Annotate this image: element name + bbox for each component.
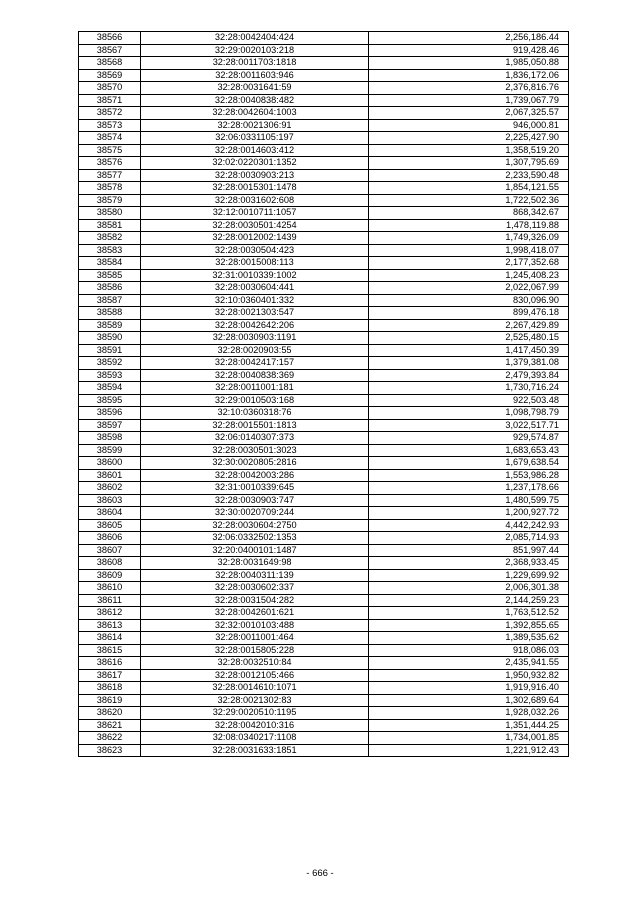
table-row <box>79 582 569 595</box>
cadastral-number-cell: 32:28:0014603:412 <box>141 144 369 157</box>
row-number-cell: 38581 <box>79 219 141 232</box>
cadastral-value-cell: 899,476.18 <box>369 307 569 320</box>
cadastral-number-cell: 32:28:0031649:98 <box>141 557 369 570</box>
cadastral-value-cell: 851,997.44 <box>369 544 569 557</box>
row-number-cell: 38569 <box>79 69 141 82</box>
table-row <box>79 444 569 457</box>
cadastral-value-cell: 2,144,259.23 <box>369 594 569 607</box>
cadastral-value-cell: 919,428.46 <box>369 44 569 57</box>
cadastral-number-cell: 32:28:0031641:59 <box>141 82 369 95</box>
table-row <box>79 232 569 245</box>
table-row <box>79 369 569 382</box>
row-number-cell: 38577 <box>79 169 141 182</box>
row-number-cell: 38585 <box>79 269 141 282</box>
cadastral-number-cell: 32:28:0031504:282 <box>141 594 369 607</box>
cadastral-value-cell: 2,067,325.57 <box>369 107 569 120</box>
cadastral-number-cell: 32:28:0030504:423 <box>141 244 369 257</box>
row-number-cell: 38604 <box>79 507 141 520</box>
table-row <box>79 482 569 495</box>
cadastral-value-cell: 2,233,590.48 <box>369 169 569 182</box>
row-number-cell: 38596 <box>79 407 141 420</box>
cadastral-value-cell: 1,739,067.79 <box>369 94 569 107</box>
cadastral-number-cell: 32:28:0030501:4254 <box>141 219 369 232</box>
row-number-cell: 38573 <box>79 119 141 132</box>
cadastral-value-cell: 868,342.67 <box>369 207 569 220</box>
table-row <box>79 269 569 282</box>
cadastral-number-cell: 32:28:0011703:1818 <box>141 57 369 70</box>
cadastral-number-cell: 32:28:0021302:83 <box>141 694 369 707</box>
cadastral-value-cell: 1,200,927.72 <box>369 507 569 520</box>
cadastral-number-cell: 32:31:0010339:1002 <box>141 269 369 282</box>
cadastral-number-cell: 32:28:0012105:466 <box>141 669 369 682</box>
table-row <box>79 282 569 295</box>
cadastral-value-cell: 1,734,001.85 <box>369 732 569 745</box>
cadastral-number-cell: 32:06:0331105:197 <box>141 132 369 145</box>
cadastral-value-cell: 2,006,301.38 <box>369 582 569 595</box>
cadastral-value-cell: 1,098,798.79 <box>369 407 569 420</box>
cadastral-value-table <box>78 31 569 757</box>
cadastral-number-cell: 32:28:0031633:1851 <box>141 744 369 757</box>
cadastral-number-cell: 32:28:0031602:608 <box>141 194 369 207</box>
cadastral-value-cell: 1,245,408.23 <box>369 269 569 282</box>
cadastral-value-cell: 1,307,795.69 <box>369 157 569 170</box>
cadastral-number-cell: 32:28:0042404:424 <box>141 32 369 45</box>
row-number-cell: 38597 <box>79 419 141 432</box>
cadastral-value-cell: 1,358,519.20 <box>369 144 569 157</box>
cadastral-value-cell: 2,177,352.68 <box>369 257 569 270</box>
table-row <box>79 669 569 682</box>
table-row <box>79 194 569 207</box>
row-number-cell: 38620 <box>79 707 141 720</box>
cadastral-number-cell: 32:30:0020805:2816 <box>141 457 369 470</box>
cadastral-value-cell: 1,928,032.26 <box>369 707 569 720</box>
cadastral-value-cell: 1,730,716.24 <box>369 382 569 395</box>
cadastral-number-cell: 32:28:0021306:91 <box>141 119 369 132</box>
cadastral-number-cell: 32:02:0220301:1352 <box>141 157 369 170</box>
cadastral-number-cell: 32:28:0042003:286 <box>141 469 369 482</box>
cadastral-number-cell: 32:32:0010103:488 <box>141 619 369 632</box>
cadastral-number-cell: 32:28:0040838:369 <box>141 369 369 382</box>
table-row <box>79 744 569 757</box>
table-row <box>79 644 569 657</box>
cadastral-value-cell: 1,302,689.64 <box>369 694 569 707</box>
table-row <box>79 294 569 307</box>
cadastral-value-cell: 1,919,916.40 <box>369 682 569 695</box>
table-row <box>79 32 569 45</box>
cadastral-number-cell: 32:28:0015301:1478 <box>141 182 369 195</box>
cadastral-number-cell: 32:30:0020709:244 <box>141 507 369 520</box>
table-row <box>79 57 569 70</box>
cadastral-number-cell: 32:29:0020103:218 <box>141 44 369 57</box>
cadastral-value-cell: 830,096.90 <box>369 294 569 307</box>
cadastral-value-cell: 1,553,986.28 <box>369 469 569 482</box>
row-number-cell: 38611 <box>79 594 141 607</box>
table-row <box>79 307 569 320</box>
cadastral-value-cell: 1,683,653.43 <box>369 444 569 457</box>
cadastral-number-cell: 32:20:0400101:1487 <box>141 544 369 557</box>
row-number-cell: 38617 <box>79 669 141 682</box>
cadastral-number-cell: 32:28:0030602:337 <box>141 582 369 595</box>
row-number-cell: 38582 <box>79 232 141 245</box>
cadastral-value-cell: 1,679,638.54 <box>369 457 569 470</box>
cadastral-number-cell: 32:28:0015501:1813 <box>141 419 369 432</box>
table-row <box>79 157 569 170</box>
cadastral-number-cell: 32:28:0015805:228 <box>141 644 369 657</box>
row-number-cell: 38576 <box>79 157 141 170</box>
cadastral-value-cell: 1,417,450.39 <box>369 344 569 357</box>
table-row <box>79 732 569 745</box>
table-row <box>79 44 569 57</box>
cadastral-value-cell: 1,722,502.36 <box>369 194 569 207</box>
row-number-cell: 38584 <box>79 257 141 270</box>
cadastral-number-cell: 32:28:0030604:2750 <box>141 519 369 532</box>
cadastral-number-cell: 32:28:0030903:747 <box>141 494 369 507</box>
row-number-cell: 38612 <box>79 607 141 620</box>
cadastral-number-cell: 32:28:0040838:482 <box>141 94 369 107</box>
row-number-cell: 38618 <box>79 682 141 695</box>
cadastral-value-cell: 2,267,429.89 <box>369 319 569 332</box>
table-row <box>79 332 569 345</box>
cadastral-number-cell: 32:06:0140307:373 <box>141 432 369 445</box>
cadastral-value-cell: 2,225,427.90 <box>369 132 569 145</box>
table-row <box>79 507 569 520</box>
cadastral-number-cell: 32:10:0360401:332 <box>141 294 369 307</box>
table-row <box>79 607 569 620</box>
table-row <box>79 244 569 257</box>
table-row <box>79 82 569 95</box>
row-number-cell: 38619 <box>79 694 141 707</box>
row-number-cell: 38586 <box>79 282 141 295</box>
cadastral-value-cell: 1,985,050.88 <box>369 57 569 70</box>
table-row <box>79 519 569 532</box>
cadastral-number-cell: 32:29:0010503:168 <box>141 394 369 407</box>
cadastral-value-cell: 2,368,933.45 <box>369 557 569 570</box>
row-number-cell: 38578 <box>79 182 141 195</box>
table-row <box>79 207 569 220</box>
table-row <box>79 532 569 545</box>
row-number-cell: 38601 <box>79 469 141 482</box>
cadastral-value-cell: 1,854,121.55 <box>369 182 569 195</box>
row-number-cell: 38609 <box>79 569 141 582</box>
row-number-cell: 38621 <box>79 719 141 732</box>
cadastral-number-cell: 32:28:0030903:213 <box>141 169 369 182</box>
row-number-cell: 38599 <box>79 444 141 457</box>
cadastral-number-cell: 32:28:0011603:946 <box>141 69 369 82</box>
row-number-cell: 38591 <box>79 344 141 357</box>
table-row <box>79 257 569 270</box>
table-row <box>79 657 569 670</box>
row-number-cell: 38603 <box>79 494 141 507</box>
table-row <box>79 69 569 82</box>
row-number-cell: 38570 <box>79 82 141 95</box>
cadastral-value-cell: 918,086.03 <box>369 644 569 657</box>
cadastral-value-cell: 922,503.48 <box>369 394 569 407</box>
table-row <box>79 182 569 195</box>
row-number-cell: 38567 <box>79 44 141 57</box>
table-row <box>79 219 569 232</box>
cadastral-value-cell: 1,351,444.25 <box>369 719 569 732</box>
cadastral-value-cell: 1,950,932.82 <box>369 669 569 682</box>
cadastral-value-cell: 2,376,816.76 <box>369 82 569 95</box>
table-row <box>79 169 569 182</box>
table-row <box>79 569 569 582</box>
row-number-cell: 38590 <box>79 332 141 345</box>
cadastral-number-cell: 32:28:0032510:84 <box>141 657 369 670</box>
table-row <box>79 344 569 357</box>
cadastral-value-cell: 1,221,912.43 <box>369 744 569 757</box>
row-number-cell: 38613 <box>79 619 141 632</box>
table-row <box>79 119 569 132</box>
row-number-cell: 38568 <box>79 57 141 70</box>
table-row <box>79 394 569 407</box>
cadastral-value-cell: 1,836,172.06 <box>369 69 569 82</box>
row-number-cell: 38602 <box>79 482 141 495</box>
row-number-cell: 38610 <box>79 582 141 595</box>
table-row <box>79 132 569 145</box>
table-row <box>79 557 569 570</box>
row-number-cell: 38608 <box>79 557 141 570</box>
cadastral-number-cell: 32:12:0010711:1057 <box>141 207 369 220</box>
cadastral-number-cell: 32:28:0042642:206 <box>141 319 369 332</box>
table-row <box>79 94 569 107</box>
row-number-cell: 38575 <box>79 144 141 157</box>
cadastral-value-cell: 1,229,699.92 <box>369 569 569 582</box>
row-number-cell: 38580 <box>79 207 141 220</box>
row-number-cell: 38566 <box>79 32 141 45</box>
cadastral-number-cell: 32:28:0011001:181 <box>141 382 369 395</box>
table-row <box>79 107 569 120</box>
row-number-cell: 38616 <box>79 657 141 670</box>
row-number-cell: 38583 <box>79 244 141 257</box>
table-row <box>79 707 569 720</box>
table-row <box>79 544 569 557</box>
cadastral-number-cell: 32:28:0030604:441 <box>141 282 369 295</box>
cadastral-value-cell: 1,237,178.66 <box>369 482 569 495</box>
cadastral-value-cell: 1,480,599.75 <box>369 494 569 507</box>
cadastral-value-cell: 1,763,512.52 <box>369 607 569 620</box>
cadastral-value-cell: 2,525,480.15 <box>369 332 569 345</box>
row-number-cell: 38622 <box>79 732 141 745</box>
table-row <box>79 357 569 370</box>
table-row <box>79 632 569 645</box>
row-number-cell: 38593 <box>79 369 141 382</box>
table-row <box>79 694 569 707</box>
cadastral-number-cell: 32:28:0040311:139 <box>141 569 369 582</box>
row-number-cell: 38606 <box>79 532 141 545</box>
row-number-cell: 38595 <box>79 394 141 407</box>
cadastral-value-cell: 3,022,517.71 <box>369 419 569 432</box>
cadastral-value-cell: 4,442,242.93 <box>369 519 569 532</box>
cadastral-number-cell: 32:29:0020510:1195 <box>141 707 369 720</box>
row-number-cell: 38589 <box>79 319 141 332</box>
table-row <box>79 319 569 332</box>
cadastral-number-cell: 32:28:0021303:547 <box>141 307 369 320</box>
cadastral-number-cell: 32:31:0010339:645 <box>141 482 369 495</box>
cadastral-value-cell: 929,574.87 <box>369 432 569 445</box>
row-number-cell: 38579 <box>79 194 141 207</box>
table-row <box>79 619 569 632</box>
row-number-cell: 38607 <box>79 544 141 557</box>
table-row <box>79 407 569 420</box>
cadastral-number-cell: 32:28:0042601:621 <box>141 607 369 620</box>
cadastral-value-cell: 1,389,535.62 <box>369 632 569 645</box>
row-number-cell: 38623 <box>79 744 141 757</box>
table-row <box>79 382 569 395</box>
table-row <box>79 682 569 695</box>
row-number-cell: 38572 <box>79 107 141 120</box>
cadastral-number-cell: 32:28:0012002:1439 <box>141 232 369 245</box>
cadastral-value-cell: 2,256,186.44 <box>369 32 569 45</box>
table-row <box>79 469 569 482</box>
cadastral-number-cell: 32:28:0011001:464 <box>141 632 369 645</box>
cadastral-number-cell: 32:28:0030501:3023 <box>141 444 369 457</box>
row-number-cell: 38614 <box>79 632 141 645</box>
cadastral-number-cell: 32:28:0042604:1003 <box>141 107 369 120</box>
cadastral-value-cell: 1,379,381.08 <box>369 357 569 370</box>
row-number-cell: 38587 <box>79 294 141 307</box>
table-row <box>79 144 569 157</box>
table-row <box>79 594 569 607</box>
cadastral-value-cell: 2,022,067.99 <box>369 282 569 295</box>
cadastral-value-cell: 946,000.81 <box>369 119 569 132</box>
cadastral-number-cell: 32:08:0340217:1108 <box>141 732 369 745</box>
cadastral-number-cell: 32:28:0020903:55 <box>141 344 369 357</box>
cadastral-number-cell: 32:28:0015008:113 <box>141 257 369 270</box>
cadastral-value-cell: 2,085,714.93 <box>369 532 569 545</box>
table-row <box>79 494 569 507</box>
cadastral-value-cell: 1,998,418.07 <box>369 244 569 257</box>
table-row <box>79 419 569 432</box>
cadastral-number-cell: 32:06:0332502:1353 <box>141 532 369 545</box>
cadastral-number-cell: 32:28:0042417:157 <box>141 357 369 370</box>
row-number-cell: 38592 <box>79 357 141 370</box>
table-row <box>79 719 569 732</box>
page-number: - 666 - <box>306 868 334 879</box>
table-row <box>79 432 569 445</box>
row-number-cell: 38594 <box>79 382 141 395</box>
cadastral-number-cell: 32:28:0030903:1191 <box>141 332 369 345</box>
cadastral-number-cell: 32:28:0042010:316 <box>141 719 369 732</box>
row-number-cell: 38600 <box>79 457 141 470</box>
cadastral-value-cell: 1,478,119.88 <box>369 219 569 232</box>
cadastral-value-cell: 2,435,941.55 <box>369 657 569 670</box>
row-number-cell: 38598 <box>79 432 141 445</box>
table-body <box>79 32 569 757</box>
row-number-cell: 38571 <box>79 94 141 107</box>
row-number-cell: 38574 <box>79 132 141 145</box>
row-number-cell: 38615 <box>79 644 141 657</box>
cadastral-value-cell: 1,392,855.65 <box>369 619 569 632</box>
cadastral-value-cell: 2,479,393.84 <box>369 369 569 382</box>
row-number-cell: 38605 <box>79 519 141 532</box>
cadastral-number-cell: 32:10:0360318:76 <box>141 407 369 420</box>
cadastral-number-cell: 32:28:0014610:1071 <box>141 682 369 695</box>
table-row <box>79 457 569 470</box>
row-number-cell: 38588 <box>79 307 141 320</box>
cadastral-value-cell: 1,749,326.09 <box>369 232 569 245</box>
